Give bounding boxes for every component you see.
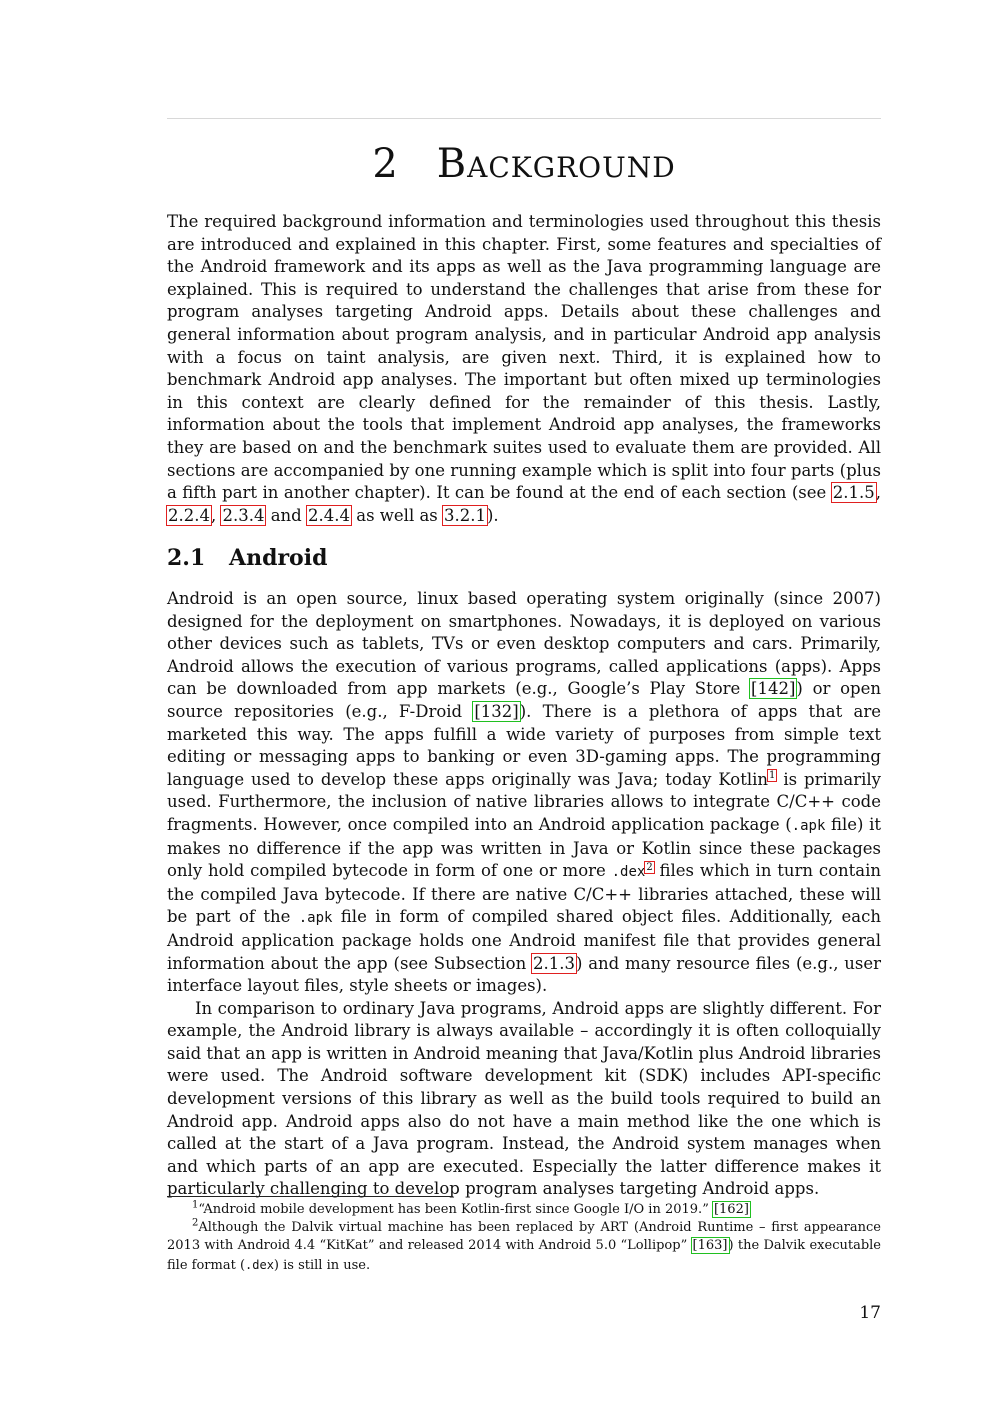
section-heading: [167, 543, 327, 573]
text-run: is primarily used. Furthermore, the inclusion of native libraries allows to integrate C/C++ code fragments. However, once compiled into an Android application package (: [167, 769, 881, 834]
footnote-text: ) is still in use.: [273, 1257, 371, 1273]
section-ref-2-1-3[interactable]: 2.1.3: [533, 953, 575, 973]
footnote-ref-1[interactable]: 1: [769, 770, 776, 782]
dex-code: .dex: [611, 864, 646, 881]
section-number: 2.1: [167, 545, 206, 571]
section-ref-2-4-4[interactable]: 2.4.4: [308, 505, 350, 525]
top-rule: [167, 118, 881, 119]
footnote-2: [167, 1219, 881, 1275]
intro-separator: as well as: [350, 505, 444, 525]
section-title: Android: [229, 545, 328, 571]
text-run: Android is an open source, linux based operating system originally (since 2007) designed for the deployment on smartphones. Nowadays, it is deployed on various other devices such as tablets, TVs or even desktop computers and cars. Primarily, Android allows the execution of various programs, called applications (apps). Apps can be downloaded from app markets (e.g., Google’s Play Store: [167, 589, 881, 699]
page-number: 17: [859, 1303, 881, 1323]
footnotes: [167, 1201, 881, 1275]
text-run: file) it makes no difference if the app was written in Java or Kotlin since these packages only hold compiled bytecode in form of one or more: [167, 814, 881, 881]
apk-code: .apk: [298, 910, 333, 927]
citation-142[interactable]: [142]: [751, 679, 796, 699]
footnote-text: Although the Dalvik virtual machine has been replaced by ART (Android Runtime – first appearance 2013 with Android 4.4 “KitKat” and released 2014 with Android 5.0 “Lollipop”: [167, 1220, 881, 1254]
intro-end: ).: [487, 505, 499, 525]
intro-separator: ,: [875, 483, 881, 503]
citation-163[interactable]: [163]: [692, 1238, 728, 1254]
text-run: files which in turn contain the compiled Java bytecode. If there are native C/C++ libraries attached, these will be part of the: [167, 861, 882, 927]
chapter-intro: [167, 211, 881, 527]
android-paragraph-1: [167, 588, 881, 998]
chapter-number: 2: [372, 141, 399, 187]
footnote-1: [167, 1201, 881, 1219]
citation-132[interactable]: [132]: [474, 701, 519, 721]
section-ref-2-3-4[interactable]: 2.3.4: [222, 505, 265, 525]
chapter-title: [167, 140, 881, 188]
footnote-rule: [167, 1196, 453, 1197]
intro-paragraph: [167, 211, 881, 527]
section-body: [167, 588, 881, 1201]
text-run: ) and many resource files (e.g., user interface layout files, style sheets or images).: [167, 953, 881, 996]
footnote-mark: 2: [192, 1217, 199, 1229]
footnote-mark: 1: [192, 1199, 199, 1211]
intro-separator: and: [265, 505, 307, 525]
dex-code: .dex: [245, 1257, 274, 1272]
footnote-text: “Android mobile development has been Kotlin-first since Google I/O in 2019.”: [198, 1202, 713, 1217]
apk-code: .apk: [791, 817, 826, 834]
citation-162[interactable]: [162]: [713, 1202, 749, 1217]
intro-text: The required background information and terminologies used throughout this thesis are introduced and explained in this chapter. First, some features and specialties of the Android framework and its apps as well as the Java programming language are explained. This is required to understand the challenges that arise from these for program analyses targeting Android apps. Details about these challenges and general information about program analysis, and in particular Android app analysis with a focus on taint analysis, are given next. Third, it is explained how to benchmark Android app analyses. The important but often mixed up terminologies in this context are clearly defined for the remainder of this thesis. Lastly, information about the tools that implement Android app analyses, the frameworks they are based on and the benchmark suites used to evaluate them are provided. All sections are accompanied by one running example which is split into four parts (plus a fifth part in another chapter). It can be found at the end of each section (see: [167, 212, 881, 503]
section-ref-2-1-5[interactable]: 2.1.5: [832, 483, 875, 503]
footnote-text: ) the Dalvik executable file format (: [167, 1238, 881, 1273]
text-run: ) or open source repositories (e.g., F-Droid: [167, 679, 881, 721]
section-ref-2-2-4[interactable]: 2.2.4: [168, 505, 210, 525]
intro-separator: ,: [210, 505, 222, 525]
android-paragraph-2: In comparison to ordinary Java programs, Android apps are slightly different. For example, the Android library is always available – accordingly it is often colloquially said that an app is written in Android meaning that Java/Kotlin plus Android libraries were used. The Android software development kit (SDK) includes API-specific development versions of this library as well as the build tools required to build an Android app. Android apps also do not have a main method like the one which is called at the start of a Java program. Instead, the Android system manages when and which parts of an app are executed. Especially the latter difference makes it particularly challenging to develop program analyses targeting Android apps.: [167, 998, 881, 1199]
text-run: file in form of compiled shared object files. Additionally, each Android application package holds one Android manifest file that provides general information about the app (see Subsection: [167, 907, 881, 973]
text-run: ). There is a plethora of apps that are marketed this way. The apps fulfill a wide variety of purposes from simple text editing or messaging apps to banking or even 3D-gaming apps. The programming language used to develop these apps originally was Java; today Kotlin: [167, 701, 881, 789]
footnote-ref-2[interactable]: 2: [646, 861, 653, 873]
chapter-name: Background: [436, 141, 676, 187]
section-ref-3-2-1[interactable]: 3.2.1: [444, 505, 486, 525]
